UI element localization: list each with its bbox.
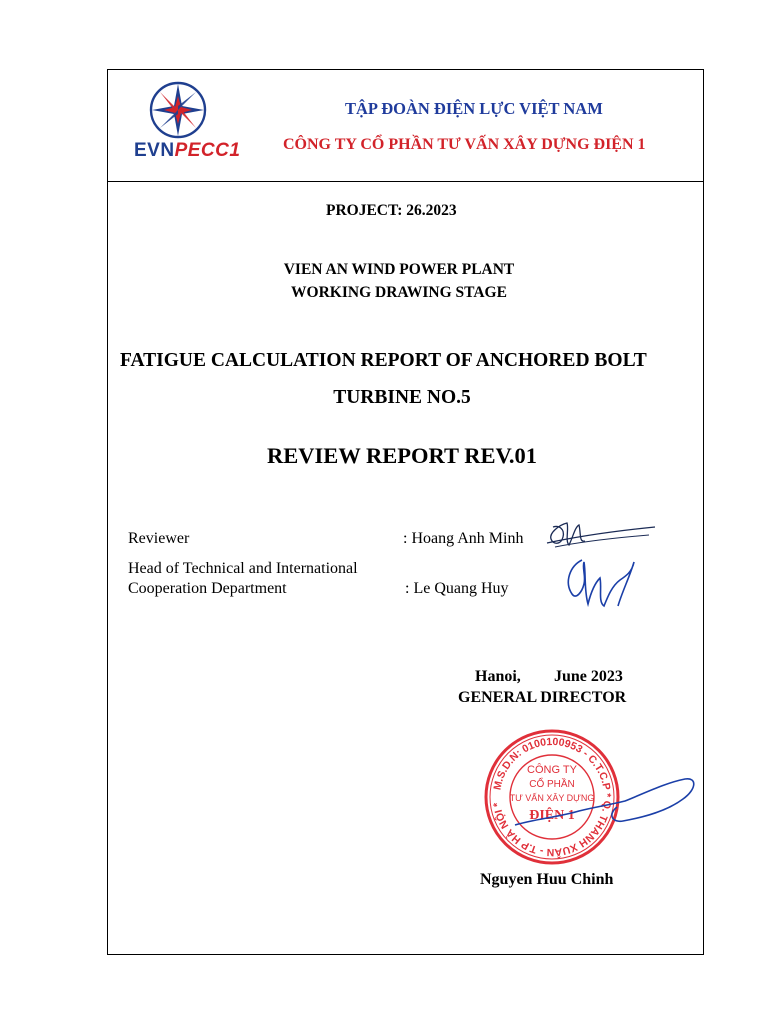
stamp-line4: ĐIỆN 1 [529,808,575,823]
signing-place: Hanoi, [475,668,521,685]
director-signature [505,765,700,845]
drawing-stage: WORKING DRAWING STAGE [291,284,507,301]
turbine-number: TURBINE NO.5 [333,387,471,408]
director-title: GENERAL DIRECTOR [458,689,627,706]
reviewer-label: Reviewer [128,530,190,547]
header-divider [107,181,704,182]
logo-evn-text: EVN [134,140,175,161]
head-department-label-line1: Head of Technical and International [128,560,358,577]
stamp-ring-text: M.S.D.N: 0100100953 - C.T.C.P * Q. THANH XUÂN - T.P HÀ NỘI * [491,735,614,859]
company-name: CÔNG TY CỔ PHẦN TƯ VẤN XÂY DỰNG ĐIỆN 1 [283,136,646,153]
logo-pecc-text: PECC1 [174,140,241,161]
logo-wordmark [134,140,240,162]
reviewer-signature [545,515,660,555]
project-number: PROJECT: 26.2023 [326,202,457,219]
stamp-line1: CÔNG TY [527,764,577,776]
report-title: FATIGUE CALCULATION REPORT OF ANCHORED BOLT [120,350,647,371]
head-department-signature [560,552,645,614]
head-department-label-line2: Cooperation Department [128,580,287,597]
stamp-line3: TƯ VẤN XÂY DỰNG [509,793,595,803]
group-name: TẬP ĐOÀN ĐIỆN LỰC VIỆT NAM [345,99,603,118]
review-title: REVIEW REPORT REV.01 [267,443,537,468]
plant-name: VIEN AN WIND POWER PLANT [283,261,515,278]
head-department-name: : Le Quang Huy [405,580,509,597]
director-name: Nguyen Huu Chinh [480,871,614,888]
signing-date: June 2023 [554,668,623,685]
stamp-line2: CỔ PHẦN [529,779,575,790]
reviewer-name: : Hoang Anh Minh [403,530,524,547]
